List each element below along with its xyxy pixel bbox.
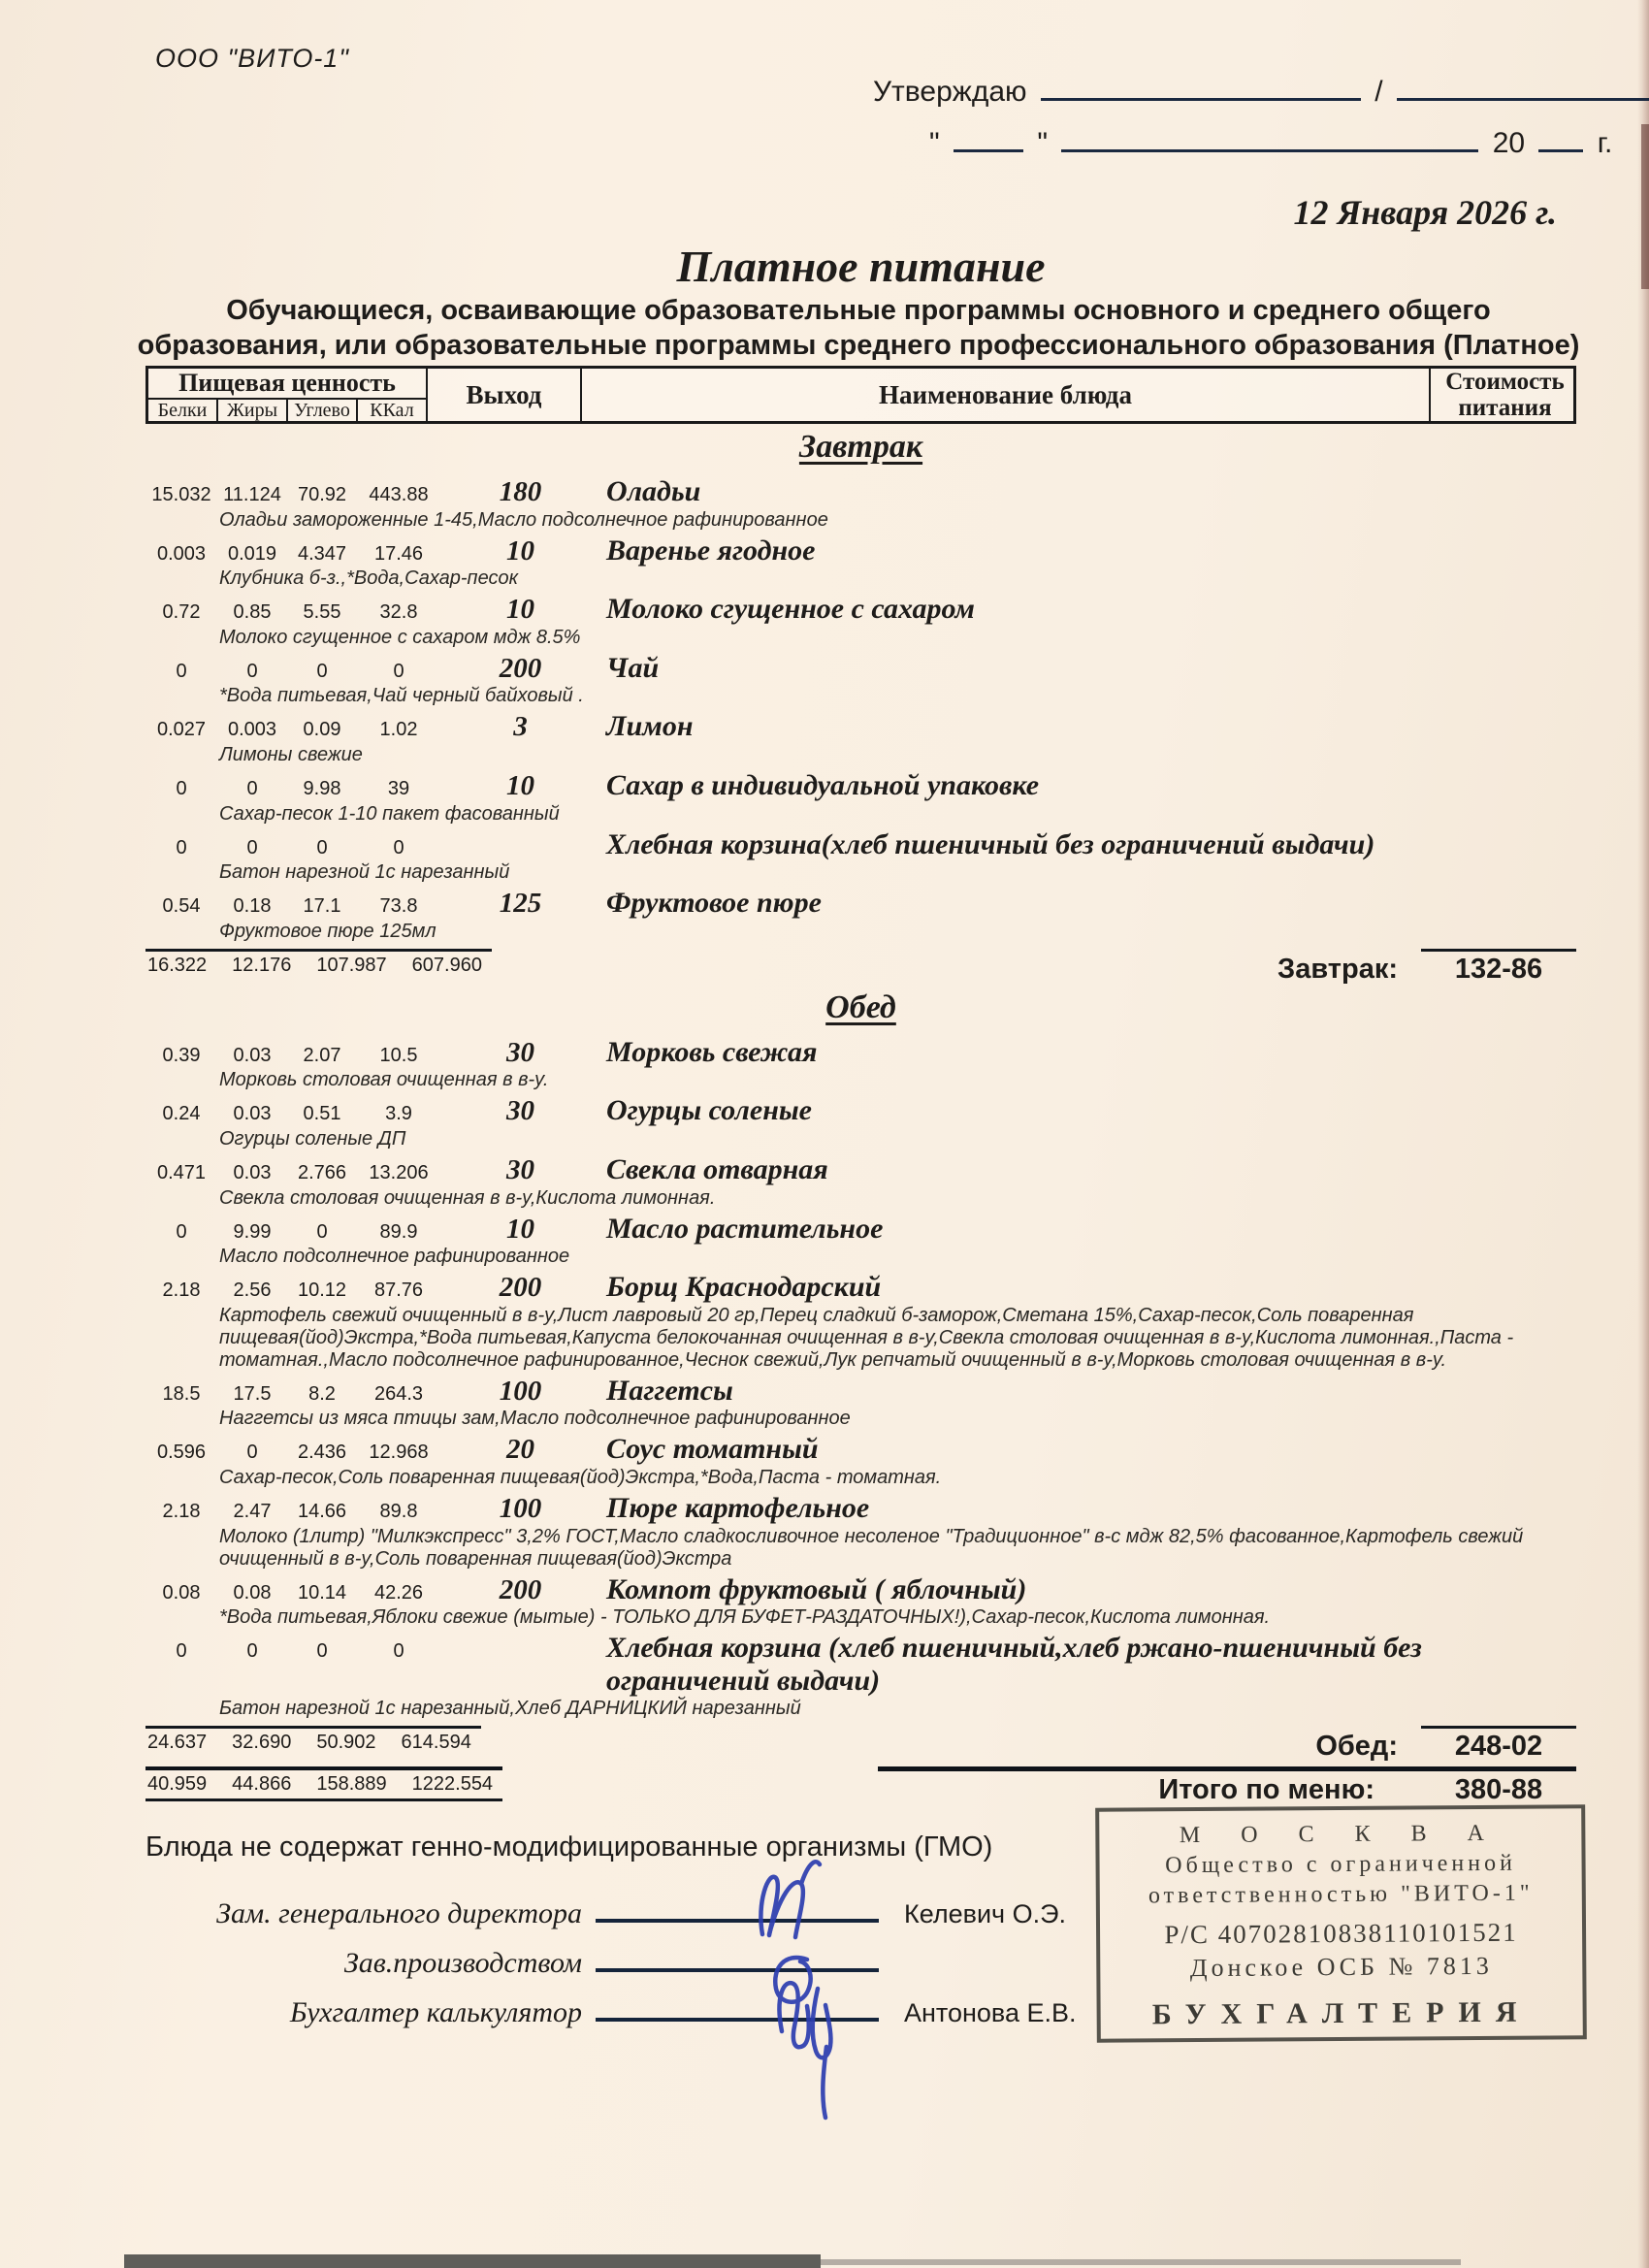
dish-name: Соус томатный: [606, 1433, 819, 1466]
menu-item-main: [146, 1094, 1576, 1127]
ingredients: Фруктовое пюре 125мл: [219, 920, 436, 942]
document-date: 12 Января 2026 г.: [1293, 193, 1557, 232]
year-suffix: г.: [1597, 127, 1613, 159]
menu-content: [146, 427, 1576, 1863]
section-heading: Завтрак: [798, 429, 923, 465]
menu-item: [146, 1492, 1576, 1571]
nutrition-value: 14.66: [297, 1500, 347, 1522]
nutrition-value: 15.032: [151, 484, 211, 505]
nutrition-value: 0: [316, 1640, 328, 1663]
nutrition-value: 0.003: [156, 542, 207, 565]
menu-item-main: [146, 1632, 1576, 1697]
nutrition-value: 0.08: [233, 1581, 272, 1604]
menu-item-main: [146, 1573, 1576, 1606]
nutrition-value: 0: [246, 836, 258, 859]
section-cost: [1315, 1726, 1576, 1763]
menu-item-main: [146, 1433, 1576, 1466]
slash: /: [1374, 76, 1383, 108]
nutrition-value: 0: [176, 836, 187, 859]
output-weight: 3: [513, 711, 528, 743]
nutrition-value: 8.2: [308, 1382, 336, 1405]
output-weight: 100: [499, 1375, 542, 1407]
nutrition-value: 0.03: [233, 1044, 272, 1066]
dish-name: Хлебная корзина(хлеб пшеничный без ограничений выдачи): [606, 827, 1375, 860]
nutrition-value: 3.9: [385, 1103, 412, 1125]
nutrition-value: 443.88: [369, 484, 429, 505]
signature-row: [146, 1989, 1212, 2028]
nutrition-value: 5.55: [303, 601, 341, 624]
totals-value: 158.889: [316, 1773, 387, 1796]
ingredients: Молоко сгущенное с сахаром мдж 8.5%: [219, 626, 581, 648]
section-totals-values: [146, 1726, 481, 1754]
nutrition-value: 0: [246, 1442, 258, 1464]
nutrition-value: 2.18: [162, 1500, 201, 1522]
grand-total-label: Итого по меню:: [1158, 1774, 1374, 1806]
menu-item-main: [146, 1153, 1576, 1186]
dish-name: Оладьи: [606, 475, 701, 507]
menu-item: [146, 710, 1576, 766]
menu-item: [146, 1094, 1576, 1150]
nutrition-value: 0: [393, 1640, 404, 1663]
dish-name: Молоко сгущенное с сахаром: [606, 593, 975, 626]
nutrition-value: 89.9: [379, 1220, 418, 1243]
nutrition-value: 0.03: [233, 1161, 272, 1183]
nutrition-value: 0: [393, 836, 404, 859]
output-weight: 10: [506, 769, 534, 801]
ingredients: Морковь столовая очищенная в в-у.: [219, 1069, 549, 1091]
output-weight: 125: [499, 888, 542, 920]
output-weight: 10: [506, 1213, 534, 1245]
menu-item-main: [146, 1213, 1576, 1246]
output-weight: 10: [506, 594, 534, 626]
dish-name: Масло растительное: [606, 1212, 884, 1245]
nutrition-value: 89.8: [379, 1500, 418, 1522]
nutrition-value: 10.5: [379, 1044, 418, 1066]
menu-item: [146, 1573, 1576, 1630]
menu-item: [146, 1271, 1576, 1372]
section-cost-value: 132-86: [1421, 949, 1576, 986]
day-blank: [954, 124, 1023, 152]
dish-name: Сахар в индивидуальной упаковке: [606, 768, 1040, 801]
dish-name: Огурцы соленые: [606, 1094, 812, 1127]
totals-value: 614.594: [401, 1732, 471, 1754]
nutrition-value: 10.12: [297, 1280, 347, 1302]
menu-item-main: [146, 475, 1576, 508]
menu-item: [146, 652, 1576, 708]
signature-name: Келевич О.Э.: [904, 1899, 1067, 1928]
nutrition-value: 17.46: [373, 542, 424, 565]
menu-item: [146, 828, 1576, 885]
approval-block: [873, 73, 1620, 160]
nutrition-value: 0: [176, 1640, 187, 1663]
nutrition-value: 2.766: [297, 1161, 347, 1183]
nutrition-value: 0: [393, 660, 404, 682]
nutrition-value: 0.027: [156, 719, 207, 741]
ingredients: Картофель свежий очищенный в в-у,Лист лавровый 20 гр,Перец сладкий б-заморож,Сметана 15%,Сахар-песок,Соль поваренная пищевая(йод)Экстра,*Вода питьевая,Капуста белокочанная очищенная в в-у,Свекла столовая очищенная в в-у,Кислота лимонная.,Паста - томатная.,Масло подсолнечное рафинированное,Чеснок свежий,Лук репчатый очищенный в в-у,Морковь столовая очищенная в в-у.: [219, 1304, 1514, 1371]
dish-name: Свекла отварная: [606, 1152, 828, 1185]
nutrition-value: 13.206: [369, 1161, 429, 1183]
menu-item: [146, 535, 1576, 591]
column-nutrition: [148, 369, 428, 422]
year-prefix: 20: [1492, 127, 1526, 159]
ingredients: Огурцы соленые ДП: [219, 1127, 406, 1150]
dish-name: Компот фруктовый ( яблочный): [606, 1572, 1027, 1605]
grand-total-value: 380-88: [1454, 1774, 1543, 1806]
menu-item-main: [146, 1036, 1576, 1069]
signature-role: Бухгалтер калькулятор: [289, 1996, 582, 2028]
section-cost: [1277, 949, 1576, 986]
menu-item: [146, 1036, 1576, 1092]
nutrition-value: 0: [316, 1220, 328, 1243]
signature-row: [146, 1890, 1212, 1927]
scan-edge-artifact: [1641, 124, 1649, 289]
signature-line: [596, 1939, 879, 1972]
menu-item: [146, 887, 1576, 943]
nutrition-value: 0: [246, 660, 258, 682]
nutrition-value: 0.003: [227, 719, 277, 741]
signature-role: Зам. генерального директора: [216, 1897, 582, 1929]
grand-total-values: [146, 1766, 502, 1801]
section-cost-label: Обед:: [1315, 1731, 1398, 1763]
nutrition-value: 70.92: [297, 484, 347, 505]
nutrition-value: 0.39: [162, 1044, 201, 1066]
year-blank: [1538, 124, 1583, 152]
nutrition-subcolumns: [148, 400, 426, 422]
menu-item: [146, 475, 1576, 532]
signature-line: [596, 1989, 879, 2022]
menu-item-main: [146, 1492, 1576, 1525]
dish-name: Фруктовое пюре: [606, 887, 822, 920]
column-carbs: Углево: [288, 400, 358, 422]
nutrition-value: 9.98: [303, 777, 341, 799]
ingredients: Батон нарезной 1с нарезанный: [219, 861, 510, 884]
dish-name: Наггетсы: [606, 1374, 733, 1407]
nutrition-value: 0: [316, 836, 328, 859]
gmo-note: Блюда не содержат генно-модифицированные организмы (ГМО): [146, 1831, 993, 1863]
nutrition-value: 42.26: [373, 1581, 424, 1604]
document-title: Платное питание: [676, 242, 1046, 291]
signature-name: Антонова Е.В.: [904, 1998, 1077, 2027]
output-weight: 200: [499, 1272, 542, 1304]
signature-row: [146, 1939, 1212, 1979]
section-cost-label: Завтрак:: [1277, 953, 1398, 985]
nutrition-value: 9.99: [233, 1220, 272, 1243]
stamp-department: БУХГАЛТЕРИЯ: [1151, 1996, 1532, 2031]
nutrition-value: 0.85: [233, 601, 272, 624]
approve-label: Утверждаю: [873, 76, 1027, 108]
output-weight: 30: [506, 1153, 534, 1185]
nutrition-value: 17.1: [303, 895, 341, 918]
menu-item: [146, 1632, 1576, 1720]
menu-item-main: [146, 710, 1576, 743]
section-cost-value: 248-02: [1421, 1726, 1576, 1763]
nutrition-value: 10.14: [297, 1581, 347, 1604]
dish-name: Варенье ягодное: [606, 534, 816, 567]
nutrition-value: 0.596: [156, 1442, 207, 1464]
signature-blank: [1041, 73, 1361, 101]
dish-name: Борщ Краснодарский: [606, 1271, 882, 1304]
nutrition-value: 0.019: [227, 542, 277, 565]
nutrition-value: 0: [316, 660, 328, 682]
dish-name: Морковь свежая: [606, 1035, 818, 1068]
menu-item-main: [146, 593, 1576, 626]
ingredients: *Вода питьевая,Чай черный байховый .: [219, 685, 584, 707]
nutrition-value: 0.03: [233, 1103, 272, 1125]
nutrition-value: 17.5: [233, 1382, 272, 1405]
nutrition-value: 0.471: [156, 1161, 207, 1183]
nutrition-value: 39: [387, 777, 410, 799]
menu-item-main: [146, 1271, 1576, 1304]
quote-mark: ": [1037, 127, 1048, 159]
signature-blank: [1397, 73, 1649, 101]
stamp-bank: Донское ОСБ № 7813: [1189, 1951, 1493, 1982]
ingredients: *Вода питьевая,Яблоки свежие (мытые) - ТОЛЬКО ДЛЯ БУФЕТ-РАЗДАТОЧНЫХ!),Сахар-песок,Кислота лимонная.: [219, 1606, 1271, 1629]
menu-item-main: [146, 535, 1576, 567]
nutrition-value: 2.07: [303, 1044, 341, 1066]
stamp-org-line1: Общество с ограниченной: [1165, 1850, 1516, 1879]
section-totals: [146, 949, 1576, 986]
menu-item-main: [146, 1375, 1576, 1408]
ingredients: Свекла столовая очищенная в в-у,Кислота лимонная.: [219, 1186, 716, 1209]
ingredients: Сахар-песок,Соль поваренная пищевая(йод)Экстра,*Вода,Паста - томатная.: [219, 1466, 942, 1488]
quote-mark: ": [929, 127, 940, 159]
nutrition-value: 0.54: [162, 895, 201, 918]
totals-value: 40.959: [147, 1773, 208, 1796]
ingredients: Лимоны свежие: [219, 743, 363, 765]
output-weight: 10: [506, 535, 534, 567]
ingredients: Сахар-песок 1-10 пакет фасованный: [219, 802, 560, 825]
approval-signature-line: [873, 73, 1620, 109]
nutrition-value: 264.3: [373, 1382, 424, 1405]
signatures-block: [146, 1890, 1212, 2038]
nutrition-value: 87.76: [373, 1280, 424, 1302]
menu-item: [146, 769, 1576, 826]
document-subtitle: Обучающиеся, осваивающие образовательные программы основного и среднего общего образования, или образовательные программы среднего профессионального образования (Платное): [137, 295, 1580, 362]
nutrition-value: 0.72: [162, 601, 201, 624]
section-heading: Обед: [825, 988, 896, 1025]
dish-name: Хлебная корзина (хлеб пшеничный,хлеб ржано-пшеничный без ограничений выдачи): [606, 1632, 1422, 1697]
output-weight: 200: [499, 1573, 542, 1605]
totals-value: 12.176: [232, 954, 292, 976]
nutrition-value: 2.18: [162, 1280, 201, 1302]
column-nutrition-title: Пищевая ценность: [148, 369, 426, 400]
output-weight: 30: [506, 1095, 534, 1127]
stamp-city: М О С К В А: [1179, 1820, 1502, 1849]
column-output: Выход: [428, 369, 582, 422]
nutrition-value: 0: [246, 777, 258, 799]
nutrition-value: 2.56: [233, 1280, 272, 1302]
company-name: ООО "ВИТО-1": [155, 44, 349, 73]
nutrition-value: 2.47: [233, 1500, 272, 1522]
output-weight: 180: [499, 476, 542, 507]
nutrition-value: 0.51: [303, 1103, 341, 1125]
scan-edge-artifact: [124, 2254, 821, 2268]
menu-item-main: [146, 652, 1576, 685]
menu-item: [146, 593, 1576, 649]
totals-value: 24.637: [147, 1732, 208, 1754]
totals-value: 32.690: [232, 1732, 292, 1754]
menu-item: [146, 1153, 1576, 1210]
column-fat: Жиры: [218, 400, 288, 422]
menu-item: [146, 1433, 1576, 1489]
section-totals: [146, 1726, 1576, 1763]
nutrition-value: 0.24: [162, 1103, 201, 1125]
dish-name: Лимон: [606, 710, 694, 743]
nutrition-value: 73.8: [379, 895, 418, 918]
dish-name: Чай: [606, 651, 660, 684]
nutrition-value: 0: [246, 1640, 258, 1663]
ingredients: Оладьи замороженные 1-45,Масло подсолнечное рафинированное: [219, 508, 828, 531]
nutrition-value: 0.09: [303, 719, 341, 741]
stamp-org-line2: ответственностью "ВИТО-1": [1148, 1880, 1534, 1909]
ingredients: Клубника б-з.,*Вода,Сахар-песок: [219, 567, 519, 590]
menu-item-main: [146, 887, 1576, 920]
column-protein: Белки: [148, 400, 218, 422]
totals-value: 16.322: [147, 954, 208, 976]
column-kcal: ККал: [370, 400, 414, 421]
nutrition-value: 32.8: [379, 601, 418, 624]
nutrition-value: 0.08: [162, 1581, 201, 1604]
totals-value: 1222.554: [411, 1773, 494, 1796]
ingredients: Молоко (1литр) "Милкэкспресс" 3,2% ГОСТ,Масло сладкосливочное несоленое "Традиционное" в-с мдж 82,5% фасованное,Картофель свежий очищенный в в-у,Соль поваренная пищевая(йод)Экстра: [219, 1525, 1524, 1570]
nutrition-value: 2.436: [297, 1442, 347, 1464]
approval-date-line: [873, 124, 1620, 160]
grand-total: [146, 1766, 1576, 1806]
nutrition-value: 12.968: [369, 1442, 429, 1464]
menu-item: [146, 1213, 1576, 1269]
output-weight: 100: [499, 1492, 542, 1524]
totals-value: 44.866: [232, 1773, 292, 1796]
nutrition-value: 0: [176, 1220, 187, 1243]
month-blank: [1061, 124, 1478, 152]
nutrition-value: 4.347: [297, 542, 347, 565]
scan-edge-artifact: [821, 2259, 1461, 2265]
nutrition-value: 18.5: [162, 1382, 201, 1405]
menu-sections: [146, 429, 1576, 1806]
nutrition-value: 0: [176, 660, 187, 682]
stamp-account: Р/С 40702810838110101521: [1164, 1917, 1518, 1949]
signature-line: [596, 1890, 879, 1923]
ingredients: Масло подсолнечное рафинированное: [219, 1246, 570, 1268]
ingredients: Наггетсы из мяса птицы зам,Масло подсолнечное рафинированное: [219, 1408, 851, 1430]
menu-item: [146, 1375, 1576, 1431]
signature-role: Зав.производством: [343, 1947, 582, 1979]
ingredients: Батон нарезной 1с нарезанный,Хлеб ДАРНИЦКИЙ нарезанный: [219, 1698, 801, 1720]
nutrition-value: 0: [176, 777, 187, 799]
scan-edge-artifact: [1637, 0, 1649, 2268]
nutrition-value: 11.124: [223, 484, 281, 505]
column-cost: Стоимость питания: [1445, 369, 1565, 421]
totals-value: 50.902: [316, 1732, 376, 1754]
menu-table-header: [146, 366, 1576, 424]
column-dish-name: Наименование блюда: [582, 369, 1431, 422]
dish-name: Пюре картофельное: [606, 1491, 870, 1524]
output-weight: 200: [499, 652, 542, 684]
nutrition-value: 1.02: [379, 719, 418, 741]
nutrition-value: 0.18: [233, 895, 272, 918]
totals-value: 607.960: [411, 954, 482, 976]
menu-item-main: [146, 769, 1576, 802]
output-weight: 20: [506, 1434, 534, 1466]
totals-value: 107.987: [316, 954, 387, 976]
grand-total-cost: [878, 1766, 1576, 1806]
output-weight: 30: [506, 1036, 534, 1068]
menu-item-main: [146, 828, 1576, 861]
section-totals-values: [146, 949, 492, 977]
